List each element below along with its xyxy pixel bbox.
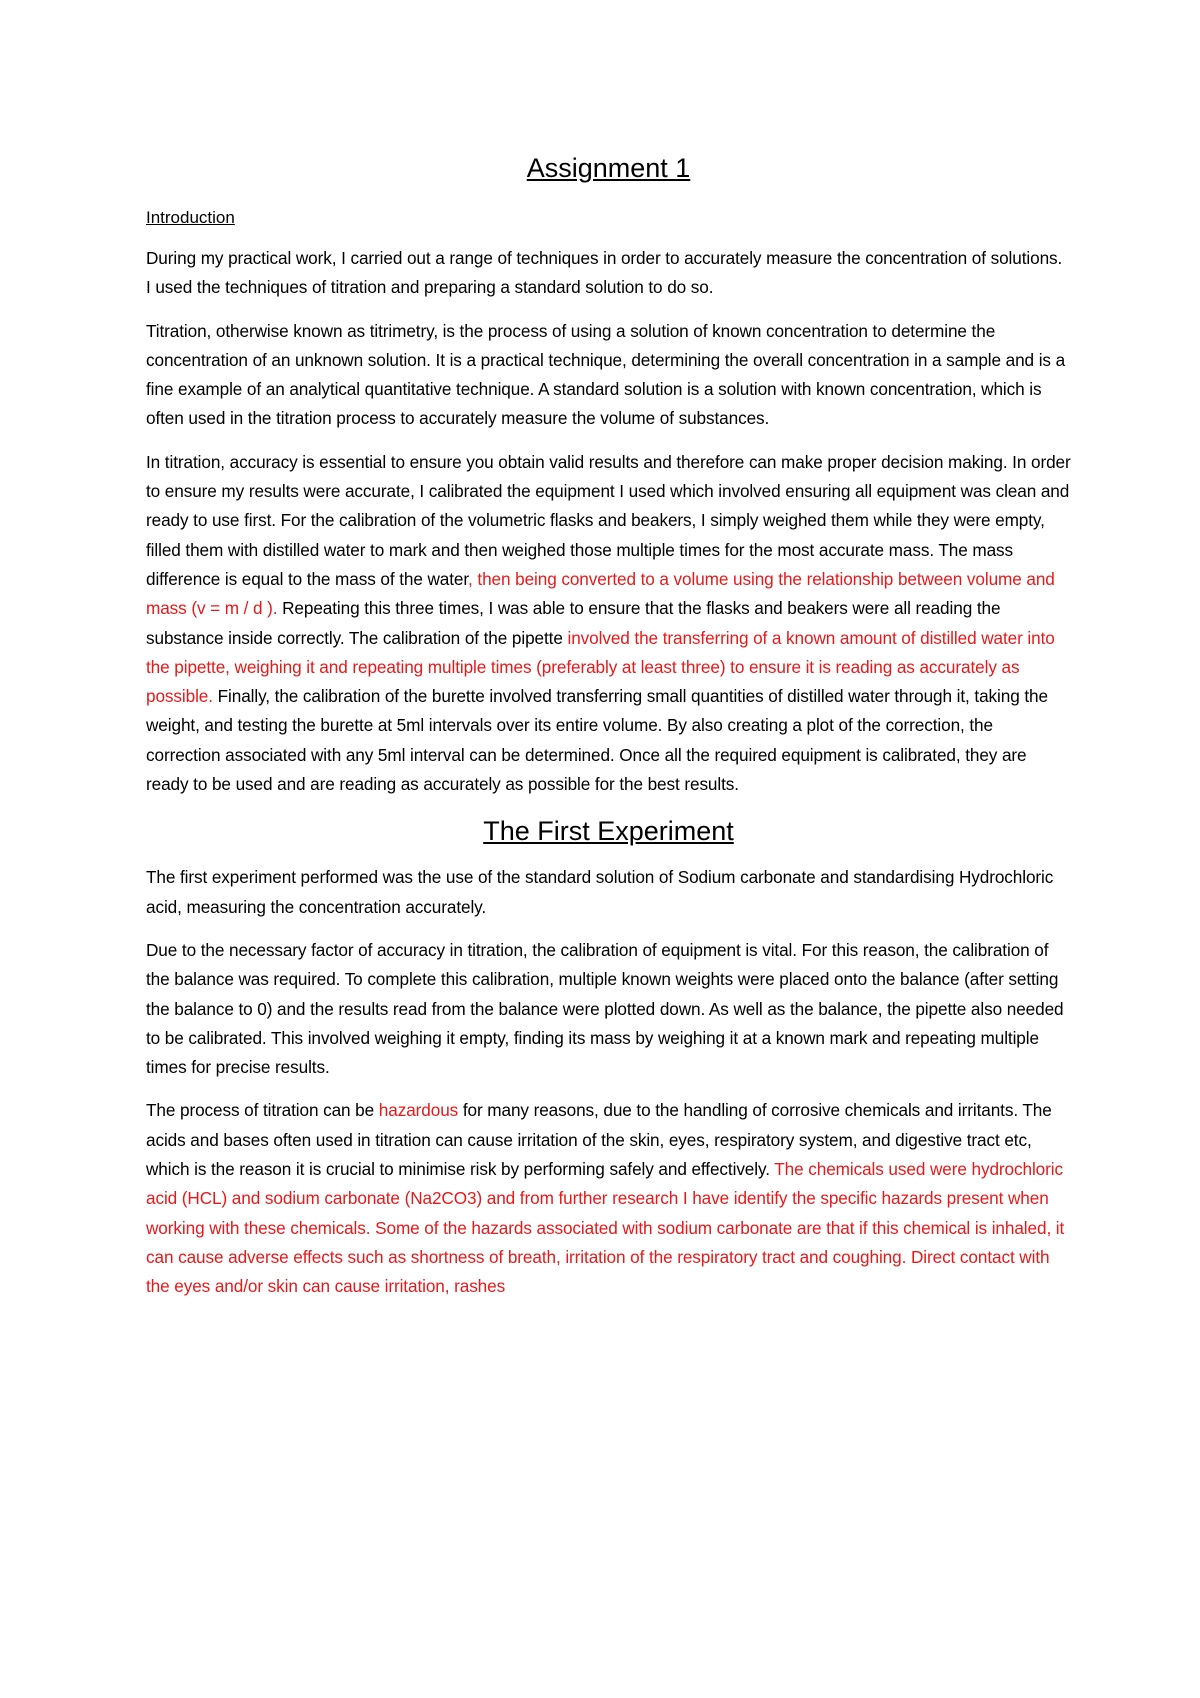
paragraph-6-highlight-chemicals: The chemicals used were hydrochloric acid (HCL) and sodium carbonate (Na2CO3) and from further research I have identify the specific hazards present when working with these chemicals. Some of the hazards associated with sodium carbonate are that if this chemical is inhaled, it can cause adverse effects such as shortness of breath, irritation of the respiratory tract and coughing. Direct contact with the eyes and/or skin can cause irritation, rashes bbox=[146, 1159, 1065, 1297]
section-heading-first-experiment: The First Experiment bbox=[483, 816, 734, 847]
paragraph-3-highlight-a: , then being converted to a volume using the relationship between volume and mass (v = m / d ). bbox=[146, 568, 1055, 619]
paragraph-4: The first experiment performed was the use of the standard solution of Sodium carbonate and standardising Hydrochloric acid, measuring the concentration accurately. bbox=[146, 867, 1054, 917]
introduction-label: Introduction bbox=[146, 208, 235, 227]
document-title: Assignment 1 bbox=[526, 153, 691, 183]
paragraph-6-highlight-hazardous: hazardous bbox=[378, 1100, 459, 1121]
paragraph-3-text-e: Finally, the calibration of the burette involved transferring small quantities of distilled water through it, taking the weight, and testing the burette at 5ml intervals over its entire volume. By also creating a plot of the correction, the correction associated with any 5ml interval can be determined. Once all the required equipment is calibrated, they are ready to be used and are reading as accurately as possible for the best results. bbox=[146, 686, 1048, 795]
paragraph-3-text-c: Repeating this three times, I was able to ensure that the flasks and beakers were all reading the substance inside correctly. The calibration of the pipette bbox=[146, 598, 1001, 648]
paragraph-1: During my practical work, I carried out a range of techniques in order to accurately measure the concentration of solutions. I used the techniques of titration and preparing a standard solution to do so. bbox=[146, 248, 1063, 298]
paragraph-6 bbox=[146, 1096, 1071, 1301]
paragraph-6-text-a: The process of titration can be bbox=[146, 1100, 379, 1121]
paragraph-5: Due to the necessary factor of accuracy in titration, the calibration of equipment is vital. For this reason, the calibration of the balance was required. To complete this calibration, multiple known weights were placed onto the balance (after setting the balance to 0) and the results read from the balance were plotted down. As well as the balance, the pipette also needed to be calibrated. This involved weighing it empty, finding its mass by weighing it at a known mark and repeating multiple times for precise results. bbox=[146, 939, 1064, 1078]
paragraph-3-text-a: In titration, accuracy is essential to ensure you obtain valid results and therefore can make proper decision making. In order to ensure my results were accurate, I calibrated the equipment I used which involved ensuring all equipment was clean and ready to use first. For the calibration of the volumetric flasks and beakers, I simply weighed them while they were empty, filled them with distilled water to mark and then weighed those multiple times for the most accurate mass. The mass difference is equal to the mass of the water bbox=[146, 451, 1071, 589]
paragraph-2: Titration, otherwise known as titrimetry, is the process of using a solution of known concentration to determine the concentration of an unknown solution. It is a practical technique, determining the overall concentration in a sample and is a fine example of an analytical quantitative technique. A standard solution is a solution with known concentration, which is often used in the titration process to accurately measure the volume of substances. bbox=[146, 320, 1066, 429]
document-page bbox=[146, 150, 1071, 1316]
paragraph-6-text-c: for many reasons, due to the handling of corrosive chemicals and irritants. The acids and bases often used in titration can cause irritation of the skin, eyes, respiratory system, and digestive tract etc, which is the reason it is crucial to minimise risk by performing safely and effectively. bbox=[146, 1100, 1052, 1180]
paragraph-3 bbox=[146, 448, 1071, 800]
paragraph-3-highlight-b: involved the transferring of a known amount of distilled water into the pipette, weighing it and repeating multiple times (preferably at least three) to ensure it is reading as accurately as possible. bbox=[146, 627, 1055, 707]
